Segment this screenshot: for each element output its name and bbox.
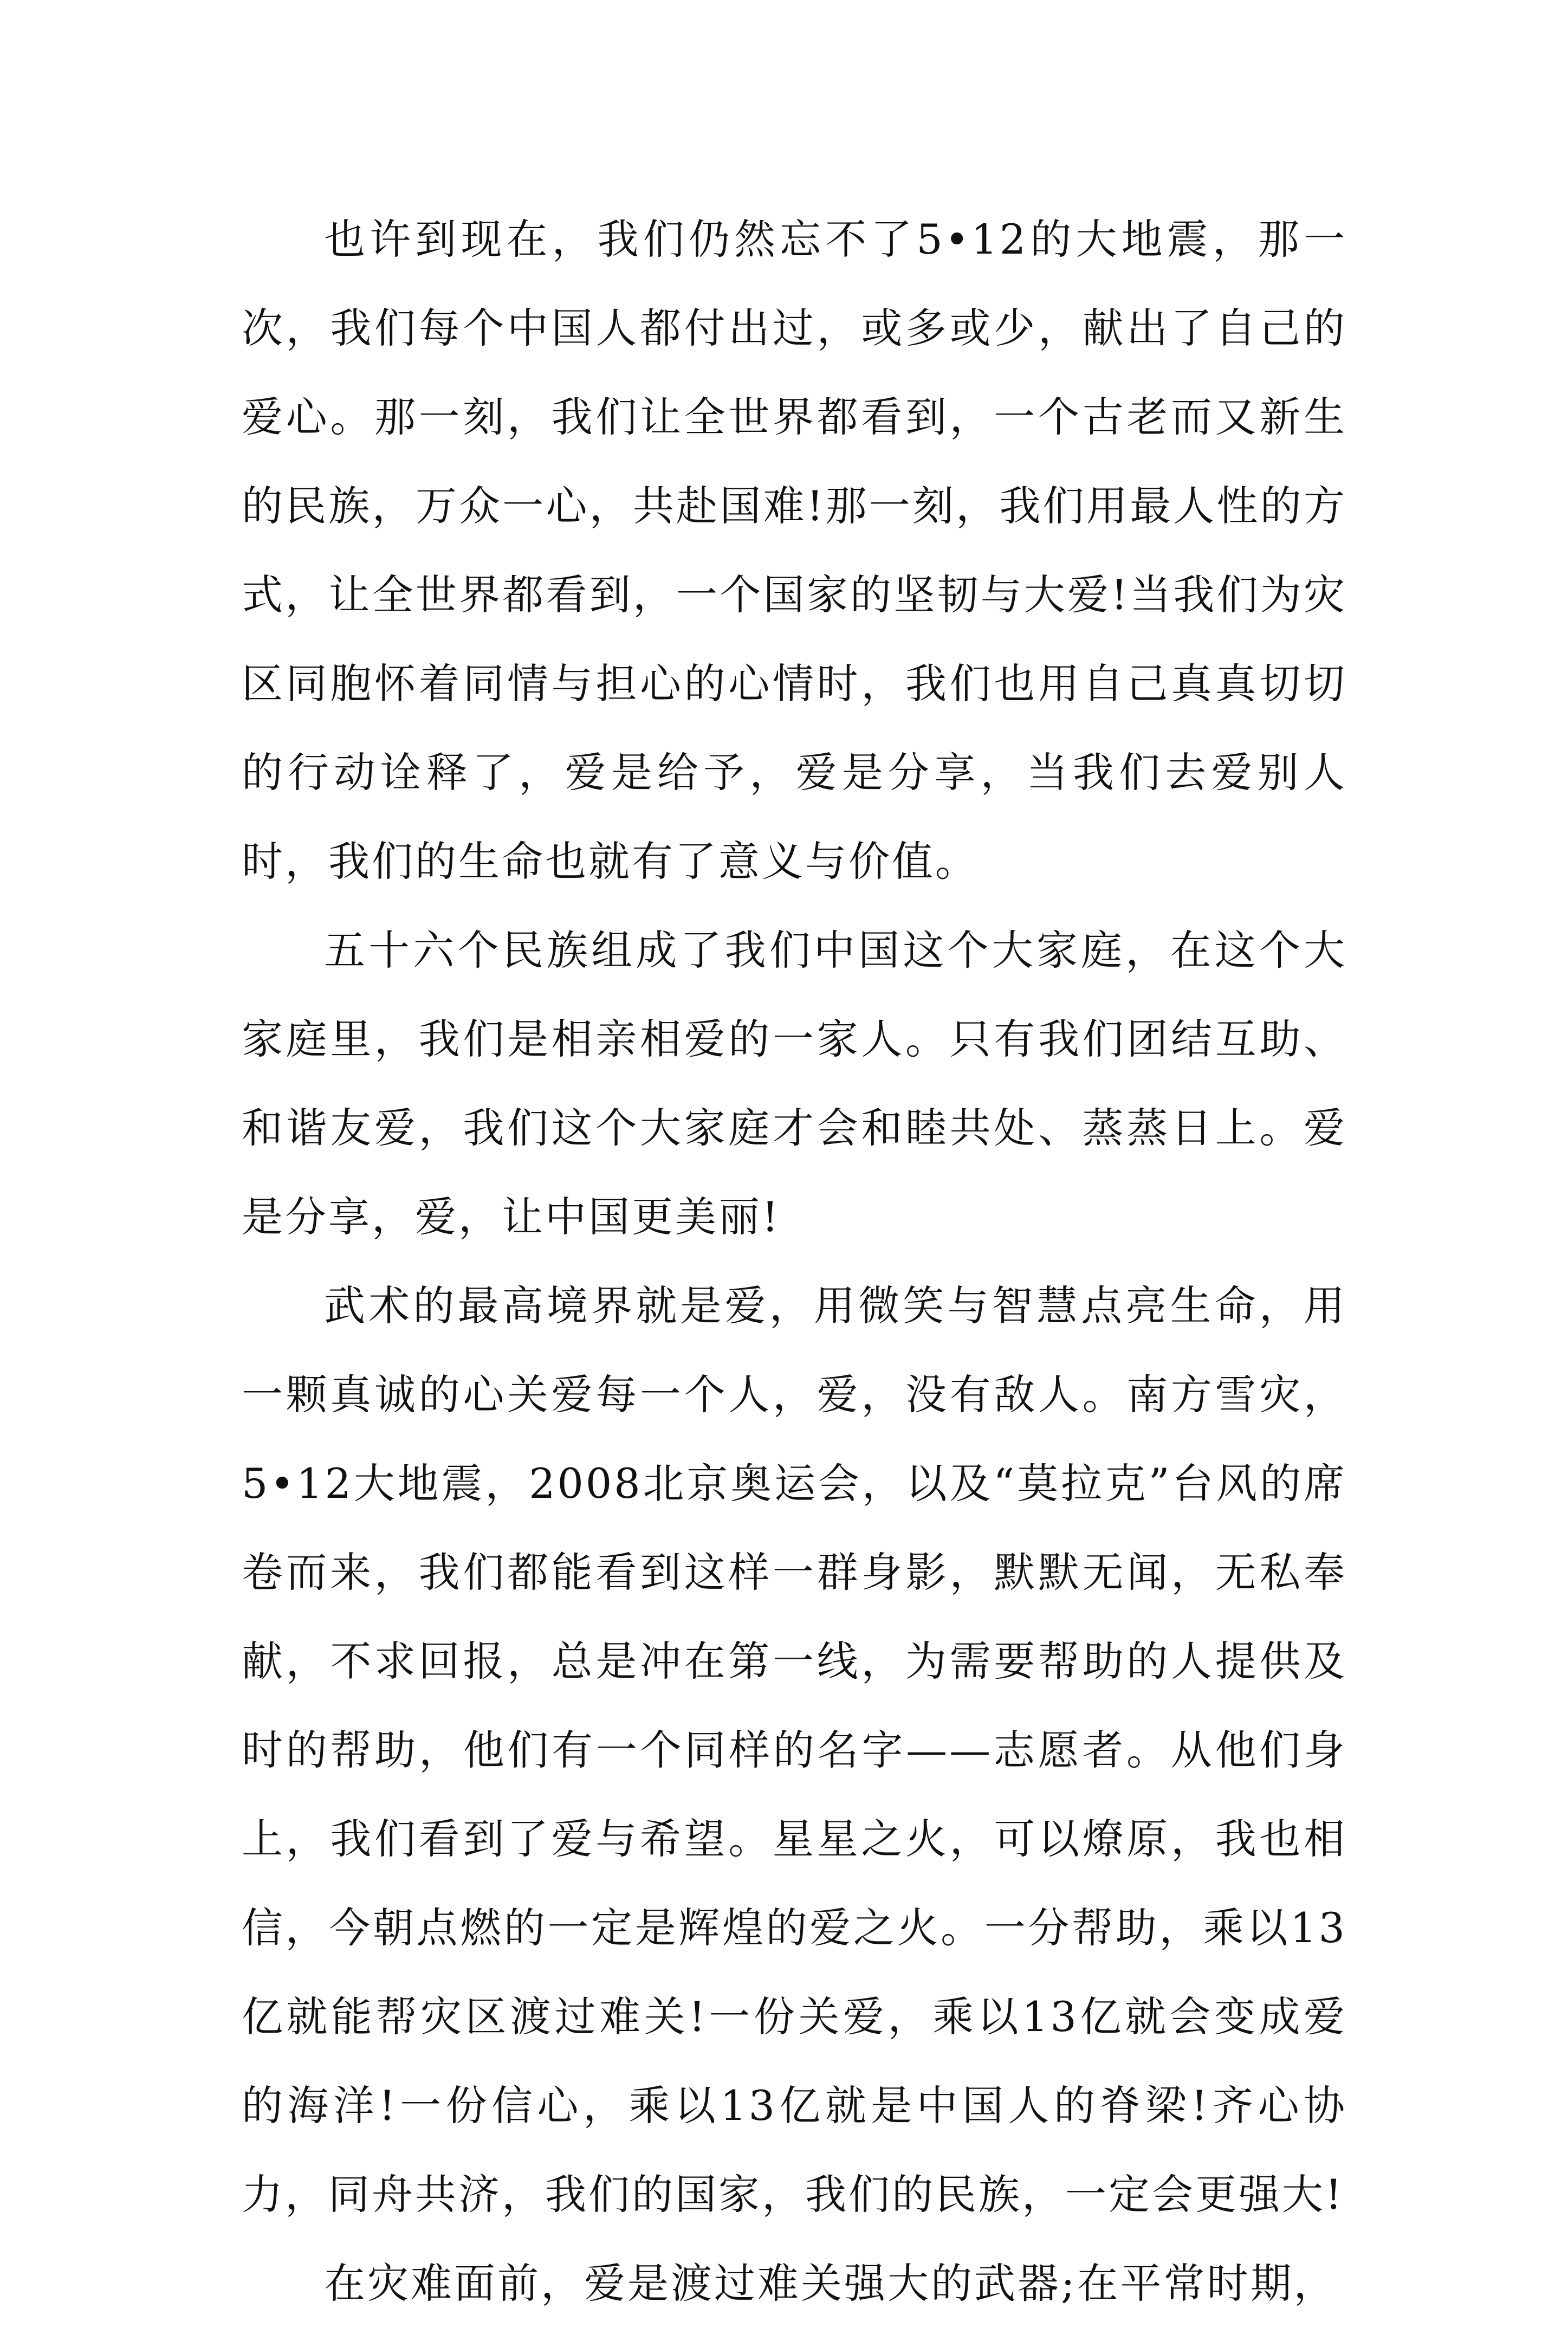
paragraph-volunteers: 武术的最高境界就是爱，用微笑与智慧点亮生命，用一颗真诚的心关爱每一个人，爱，没有敌人。南方雪灾，5•12大地震，2008北京奥运会，以及“莫拉克”台风的席卷而来，我们都能看到这样一群身影，默默无闻，无私奉献，不求回报，总是冲在第一线，为需要帮助的人提供及时的帮助，他们有一个同样的名字——志愿者。从他们身上，我们看到了爱与希望。星星之火，可以燎原，我也相信，今朝点燃的一定是辉煌的爱之火。一分帮助，乘以13亿就能帮灾区渡过难关!一份关爱，乘以13亿就会变成爱的海洋!一份信心，乘以13亿就是中国人的脊梁!齐心协力，同舟共济，我们的国家，我们的民族，一定会更强大! <box>242 1282 1347 2219</box>
paragraph-earthquake-love: 也许到现在，我们仍然忘不了5•12的大地震，那一次，我们每个中国人都付出过，或多或少，献出了自己的爱心。那一刻，我们让全世界都看到，一个古老而又新生的民族，万众一心，共赴国难!那一刻，我们用最人性的方式，让全世界都看到，一个国家的坚韧与大爱!当我们为灾区同胞怀着同情与担心的心情时，我们也用自己真真切切的行动诠释了，爱是给予，爱是分享，当我们去爱别人时，我们的生命也就有了意义与价值。 <box>242 215 1347 885</box>
paragraph-disaster-love: 在灾难面前，爱是渡过难关强大的武器;在平常时期， <box>324 2259 1337 2307</box>
document-body <box>242 195 1347 2328</box>
paragraph-ethnic-unity: 五十六个民族组成了我们中国这个大家庭，在这个大家庭里，我们是相亲相爱的一家人。只有我们团结互助、和谐友爱，我们这个大家庭才会和睦共处、蒸蒸日上。爱是分享，爱，让中国更美丽! <box>242 926 1347 1241</box>
